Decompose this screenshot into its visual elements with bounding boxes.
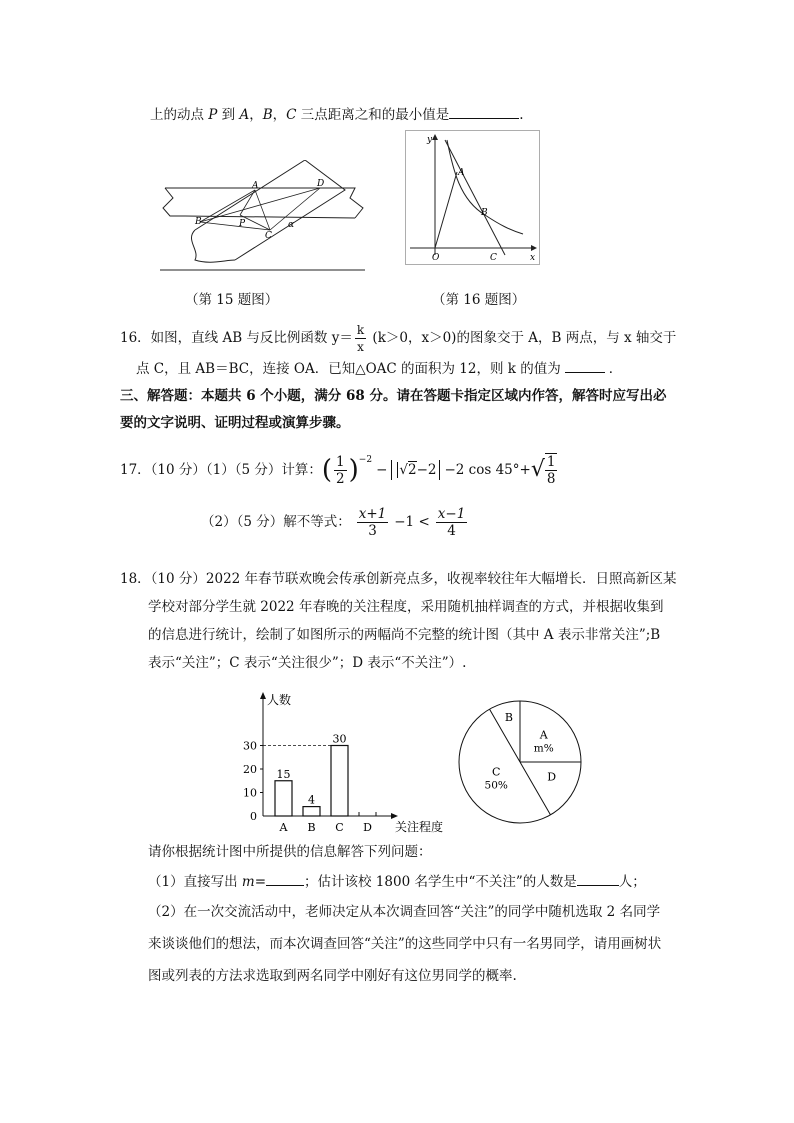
q18-ask: 请你根据统计图中所提供的信息解答下列问题： <box>148 844 432 860</box>
q15-label-c: C <box>265 231 272 241</box>
bar-category-label: D <box>363 821 372 834</box>
q17-part2 <box>201 500 469 544</box>
q15-label-p: P <box>239 219 246 229</box>
q18-line-2: 学校对部分学生就 2022 年春晚的关注程度，采用随机抽样调查的方式，并根据收集到 <box>148 599 664 615</box>
q15-label-d: D <box>317 179 325 189</box>
q17-eighth-den: 8 <box>546 471 556 487</box>
q16-label-b: B <box>481 208 488 218</box>
q18-line-4: 表示“关注”；C 表示“关注很少”；D 表示“不关注”）. <box>148 655 467 671</box>
q18-sub1-text-a: （1）直接写出 <box>148 874 242 890</box>
bar-category-label: A <box>279 821 288 834</box>
bar-B <box>303 807 320 816</box>
q15-label-alpha: α <box>288 220 295 230</box>
bar-A <box>275 781 292 816</box>
section3-line-1: 三、解答题：本题共 6 个小题，满分 68 分。请在答题卡指定区域内作答，解答时应写出必 <box>120 388 667 404</box>
q17-part1-label: 17．（10 分）（1）（5 分）计算： <box>120 462 322 478</box>
q17-eighth-num: 1 <box>546 454 556 470</box>
q17-part1 <box>120 448 559 492</box>
q17-paren-left: ( <box>321 455 333 485</box>
q15-var-b: B <box>262 107 273 123</box>
q18-sub-2-line-1: （2）在一次交流活动中，老师决定从本次调查回答“关注”的同学中随机选取 2 名同学 <box>148 904 661 920</box>
pie-slice-C-value: 50% <box>484 779 508 792</box>
q16-figure <box>405 130 540 265</box>
q16-answer-blank <box>565 358 605 373</box>
q16-line-1 <box>120 322 676 355</box>
bar-y-tick: 0 <box>250 810 257 823</box>
q16-line-2 <box>136 358 622 379</box>
q17-ineq-den-2: 4 <box>447 522 456 539</box>
q18-sub1-blank-m <box>266 871 304 886</box>
q18-line-1: 18．（10 分）2022 年春节联欢晚会传承创新亮点多，收视率较往年大幅增长．日照高新区某 <box>120 571 677 587</box>
q18-line-3: 的信息进行统计，绘制了如图所示的两幅尚不完整的统计图（其中 A 表示非常关注”;B <box>148 627 661 643</box>
q16-label-x: x <box>530 253 536 263</box>
q17-half <box>334 454 347 487</box>
q15-text-a: 上的动点 <box>150 107 209 123</box>
q16-label-c: C <box>490 253 497 263</box>
bar-category-label: C <box>335 821 344 834</box>
q17-sqrt-big-sign: √ <box>530 457 545 482</box>
q16-caption: （第 16 题图） <box>432 292 526 308</box>
q17-abs <box>391 460 440 480</box>
q18-sub1-text-c: ；估计该校 1800 名学生中“不关注”的人数是 <box>304 874 577 890</box>
bar-C <box>331 746 348 817</box>
q15-var-p: P <box>208 107 218 123</box>
q17-minus-two: −2 <box>416 462 437 478</box>
bar-y-label: 人数 <box>267 693 292 707</box>
q15-label-a: A <box>252 181 259 191</box>
pie-chart <box>456 698 584 826</box>
q18-sub1-text-d: 人； <box>618 874 646 890</box>
q15-label-b: B <box>195 217 202 227</box>
q17-ineq-frac-2 <box>436 506 468 539</box>
q16-frac-den: x <box>357 340 364 354</box>
pie-slice-A-value: m% <box>533 742 554 755</box>
pie-slice-C-label: C <box>492 765 501 779</box>
bar-value-label: 4 <box>308 793 315 807</box>
q17-eighth <box>545 453 558 487</box>
q17-sqrt-2: 2 <box>407 462 417 478</box>
q17-exponent: −2 <box>358 455 373 465</box>
q15-var-c: C <box>286 107 297 123</box>
bar-x-arrow <box>391 813 398 819</box>
bar-y-tick: 10 <box>243 786 257 800</box>
q18-sub-2-line-2: 来谈谈他们的想法，而本次调查回答“关注”的这些同学中只有一名男同学，请用画树状 <box>148 936 662 952</box>
q17-part2-label: （2）（5 分）解不等式： <box>201 514 351 530</box>
q17-ineq-frac-1 <box>357 506 389 539</box>
q16-fraction <box>355 322 366 355</box>
bar-category-label: B <box>307 821 316 834</box>
q15-var-a: A <box>239 107 250 123</box>
q15-text-c: 三点距离之和的最小值是 <box>296 107 450 123</box>
q15-comma-1: ， <box>249 107 263 123</box>
q16-label-y: y <box>427 135 433 145</box>
q15-tail-line <box>150 104 524 125</box>
q17-ineq-mid: −1 < <box>394 514 430 530</box>
bar-y-arrow <box>260 692 266 699</box>
q16-text-c: 点 C，且 AB＝BC，连接 OA．已知△OAC 的面积为 12，则 k 的值为 <box>136 361 561 377</box>
q17-sqrt-sign: √ <box>399 462 408 478</box>
bar-chart <box>225 688 455 836</box>
q15-answer-blank <box>449 104 519 119</box>
bar-y-tick: 30 <box>243 739 257 753</box>
pie-slice-D-label: D <box>547 770 557 784</box>
q15-text-b: 到 <box>217 107 240 123</box>
bar-y-tick: 20 <box>243 763 257 776</box>
q15-comma-2: ， <box>272 107 287 123</box>
q17-middle: −2 cos 45°+ <box>444 462 531 478</box>
q16-end: ． <box>608 361 623 377</box>
bar-x-label: 关注程度 <box>395 820 444 834</box>
pie-slice-B-label: B <box>504 710 513 724</box>
q16-frac-num: k <box>356 323 365 337</box>
q15-end: . <box>519 107 524 123</box>
bar-value-label: 15 <box>276 767 291 781</box>
section3-line-2: 要的文字说明、证明过程或演算步骤。 <box>120 415 350 431</box>
q18-sub1-m: m <box>241 874 255 890</box>
q16-text-b: (k＞0，x＞0)的图象交于 A，B 两点，与 x 轴交于 <box>368 330 677 346</box>
q16-label-o: O <box>432 253 440 263</box>
q15-caption: （第 15 题图） <box>185 292 279 308</box>
q17-half-num: 1 <box>336 453 345 470</box>
q16-text-a: 16．如图，直线 AB 与反比例函数 y＝ <box>120 330 353 346</box>
q17-ineq-num-1: x+1 <box>358 505 387 522</box>
q17-paren-right: ) <box>348 455 359 485</box>
q18-sub1-eq: = <box>254 874 267 890</box>
q18-sub1-blank-count <box>577 871 619 886</box>
q15-figure <box>155 160 375 275</box>
bar-value-label: 30 <box>332 732 347 746</box>
q18-sub-1 <box>148 871 646 892</box>
pie-slice-A-label: A <box>539 728 548 742</box>
q17-ineq-den-1: 3 <box>368 522 377 539</box>
q16-label-a: A <box>458 168 465 178</box>
q18-sub-2-line-3: 图或列表的方法求选取到两名同学中刚好有这位男同学的概率. <box>148 968 517 984</box>
q17-minus-1: − <box>376 462 388 478</box>
q17-half-den: 2 <box>336 470 345 487</box>
q17-ineq-num-2: x−1 <box>437 505 466 522</box>
